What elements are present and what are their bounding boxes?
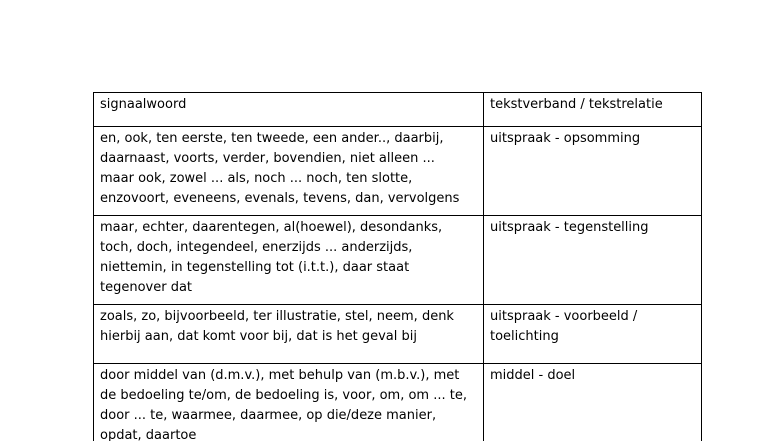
relation-line: uitspraak - opsomming	[490, 131, 641, 146]
table-row	[94, 127, 702, 216]
table-row	[94, 364, 702, 441]
table-row	[94, 216, 702, 305]
table-row	[94, 305, 702, 364]
header-signal-word: signaalwoord	[94, 93, 484, 127]
signal-words-line: zoals, zo, bijvoorbeeld, ter illustratie, stel, neem, denk	[100, 309, 454, 324]
header-text-relation: tekstverband / tekstrelatie	[484, 93, 702, 127]
relation-cell	[484, 364, 702, 441]
relation-line: toelichting	[490, 329, 559, 344]
signal-words-line: daarnaast, voorts, verder, bovendien, niet alleen ...	[100, 151, 435, 166]
relation-cell	[484, 127, 702, 216]
relation-line: uitspraak - tegenstelling	[490, 220, 649, 235]
relation-cell	[484, 305, 702, 364]
signal-words-cell	[94, 305, 484, 364]
signal-words-line: hierbij aan, dat komt voor bij, dat is het geval bij	[100, 329, 417, 344]
signal-words-line: enzovoort, eveneens, evenals, tevens, dan, vervolgens	[100, 191, 460, 206]
signal-words-line: en, ook, ten eerste, ten tweede, een ander.., daarbij,	[100, 131, 444, 146]
relation-line: uitspraak - voorbeeld /	[490, 309, 638, 324]
relation-cell	[484, 216, 702, 305]
signal-words-line: maar, echter, daarentegen, al(hoewel), desondanks,	[100, 220, 443, 235]
signal-words-cell	[94, 127, 484, 216]
signal-words-line: toch, doch, integendeel, enerzijds ... anderzijds,	[100, 240, 413, 255]
signal-words-table	[93, 92, 702, 441]
signal-words-line: opdat, daartoe	[100, 428, 197, 441]
signal-words-line: door ... te, waarmee, daarmee, op die/deze manier,	[100, 408, 437, 423]
signal-words-line: door middel van (d.m.v.), met behulp van (m.b.v.), met	[100, 368, 460, 383]
signal-words-line: maar ook, zowel ... als, noch ... noch, ten slotte,	[100, 171, 413, 186]
relation-line: middel - doel	[490, 368, 576, 383]
signal-words-line: tegenover dat	[100, 280, 193, 295]
signal-words-line: niettemin, in tegenstelling tot (i.t.t.), daar staat	[100, 260, 410, 275]
signal-words-cell	[94, 216, 484, 305]
table-header-row	[94, 93, 702, 127]
signal-words-cell	[94, 364, 484, 441]
signal-words-line: de bedoeling te/om, de bedoeling is, voor, om, om ... te,	[100, 388, 467, 403]
